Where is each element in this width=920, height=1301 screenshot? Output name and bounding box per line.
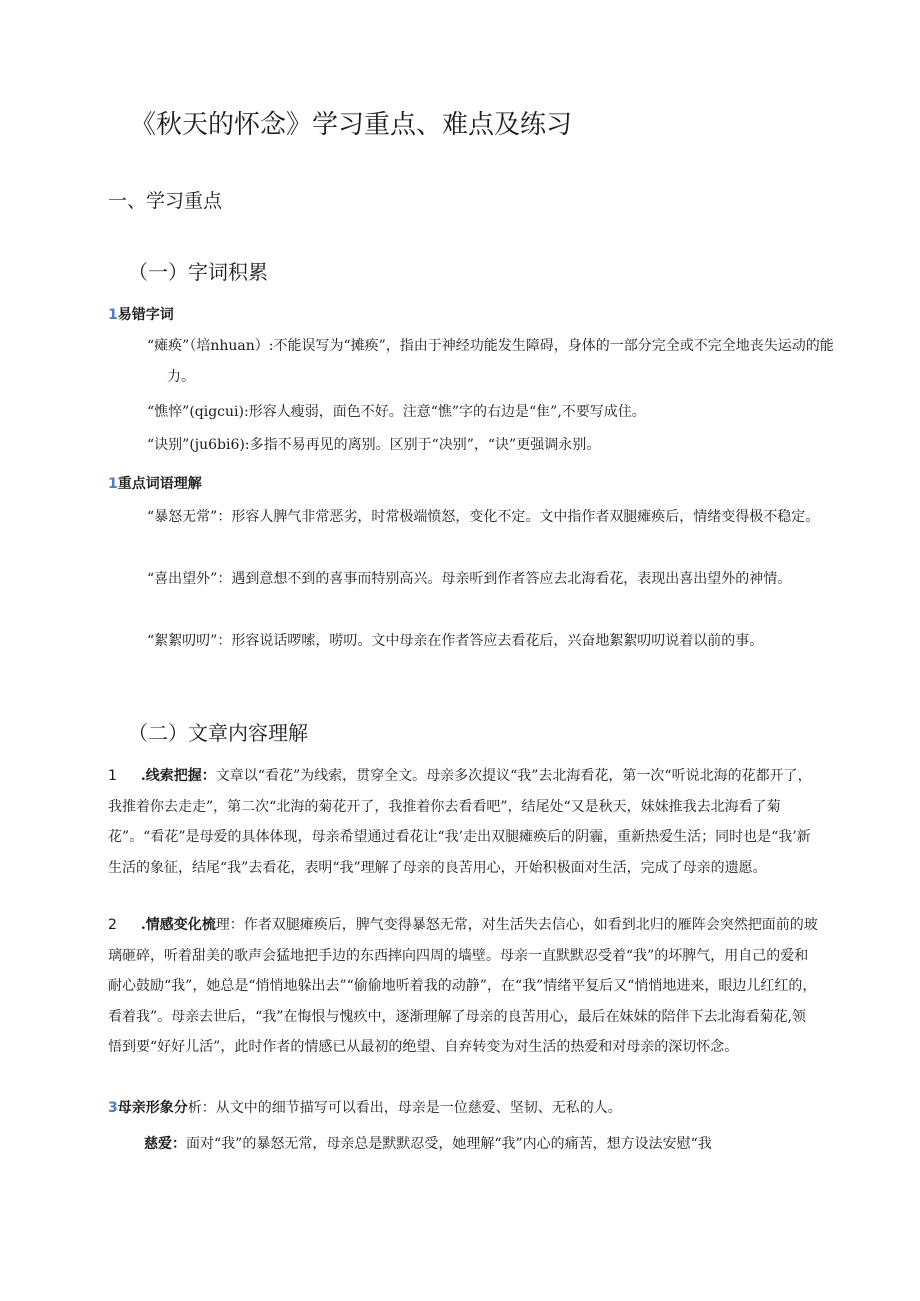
- paragraph-text: 析：从文中的细节描写可以看出，母亲是一位慈爱、坚韧、无私的人。: [187, 1100, 622, 1116]
- group-number: 1: [108, 476, 118, 492]
- group-number: 1: [108, 307, 118, 323]
- section-heading-key-points: 一、学习重点: [108, 190, 223, 212]
- paragraph-lead: 慈爱：: [144, 1136, 186, 1152]
- word-entry-baonu: “暴怒无常”：形容人脾气非常恶劣，时常极端愤怒，变化不定。文中指作者双腿瘫痪后，情绪变得极不稳定。: [147, 509, 820, 525]
- paragraph-number: 1: [108, 768, 117, 784]
- group-heading-key-words: [108, 473, 202, 493]
- paragraph-text: 文章以“看花”为线索，贯穿全文。母亲多次提议“我”去北海看花，第一次“听说北海的花都开了，我推着你去走走”，第二次“北海的菊花开了，我推着你去看看吧”，结尾处“又是秋天，妹妹推我去北海看了菊花”。“看花”是母爱的具体体现，母亲希望通过看花让“我’走出双腿瘫痪后的阴霾，重新热爱生活；同时也是“我’新生活的象征，结尾“我”去看花，表明“我”理解了母亲的良苦用心，开始积极面对生活，完成了母亲的遗愿。: [108, 768, 812, 876]
- paragraph-emotion: [108, 910, 818, 1063]
- paragraph-number: 3: [108, 1100, 118, 1116]
- paragraph-number: 2: [108, 917, 117, 933]
- paragraph-lead: 母亲形象分: [117, 1100, 188, 1116]
- paragraph-lead: .情感变化梳: [140, 917, 216, 933]
- paragraph-text: 理：作者双腿瘫痪后，脾气变得暴怒无常，对生活失去信心，如看到北归的雁阵会突然把面前的玻璃砸碎，听着甜美的歌声会猛地把手边的东西摔向四周的墙壁。母亲一直默默忍受着“我”的坏脾气，用自己的爱和耐心鼓励“我”，她总是“悄悄地躲出去”“偷偷地听着我的动静”，在“我”情绪平复后又“悄悄地进来，眼边儿红红的，看着我”。母亲去世后，“我”在悔恨与愧疚中，逐渐理解了母亲的良苦用心，最后在妹妹的陪伴下去北海看菊花,领悟到要“好好儿活”，此时作者的情感已从最初的绝望、自弃转变为对生活的热爱和对母亲的深切怀念。: [108, 917, 818, 1055]
- word-entry-xuxu: “絮絮叨叨”：形容说话啰嗦，唠叨。文中母亲在作者答应去看花后，兴奋地絮絮叨叨说着以前的事。: [147, 633, 764, 649]
- paragraph-clue: [108, 761, 818, 883]
- group-heading-typo-words: [108, 304, 174, 324]
- subsection-heading-vocabulary: （一）字词积累: [128, 260, 268, 284]
- paragraph-lead: .线索把握：: [140, 768, 216, 784]
- word-entry-qiaocui: “憔悴”(qigcui):形容人瘦弱，面色不好。注意“憔”字的右边是“隹”,不要写成住。: [147, 404, 646, 420]
- subsection-heading-content: （二）文章内容理解: [128, 721, 308, 745]
- document-title: 《秋天的怀念》学习重点、难点及练习: [130, 110, 573, 140]
- paragraph-text: 面对“我”的暴怒无常，母亲总是默默忍受，她理解“我”内心的痛苦，想方设法安慰“我: [186, 1136, 712, 1152]
- group-label: 易错字词: [117, 307, 174, 323]
- group-label: 重点词语理解: [117, 476, 202, 492]
- word-entry-juebie: “诀别”(ju6bi6):多指不易再见的离别。区别于“决别”，“诀”更强调永别。: [147, 437, 601, 453]
- paragraph-kindness: [144, 1129, 824, 1160]
- paragraph-mother-image: [108, 1093, 818, 1124]
- word-entry-xichu: “喜出望外”：遇到意想不到的喜事而特别高兴。母亲听到作者答应去北海看花，表现出喜出望外的神情。: [147, 571, 792, 587]
- word-entry-tanhuan: “瘫痪”（培nhuan）:不能误写为“摊痪”，指由于神经功能发生障碍，身体的一部分完全或不完全地丧失运动的能力。: [147, 338, 834, 385]
